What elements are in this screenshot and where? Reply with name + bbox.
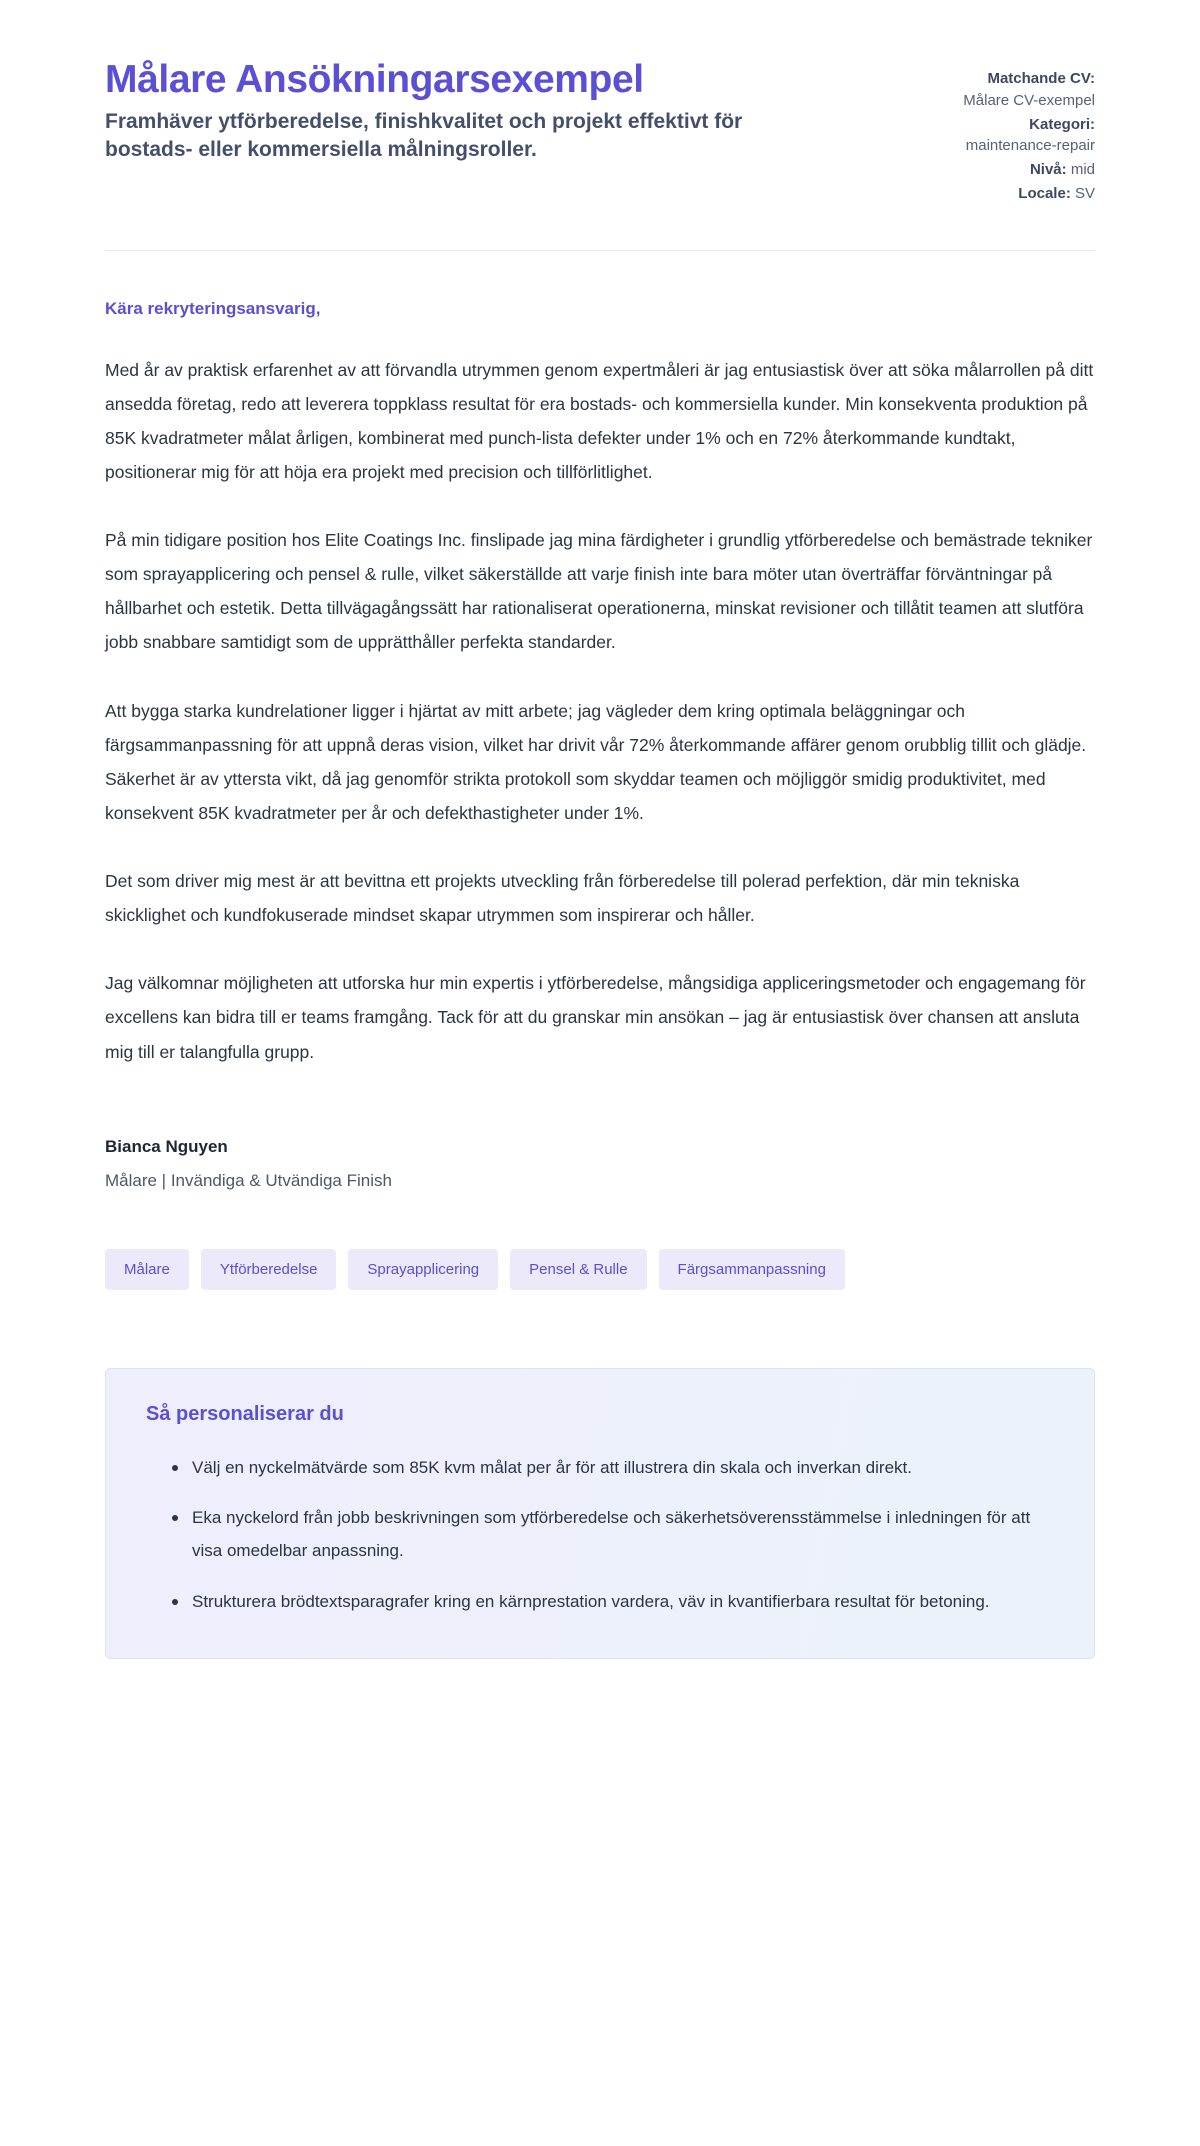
meta-level-value: mid: [1070, 161, 1095, 178]
letter-paragraph: Det som driver mig mest är att bevittna ett projekts utveckling från förberedelse till polerad perfektion, där min tekniska skicklighet och kundfokuserade mindset skapar utrymmen som inspirerar och håller.: [105, 871, 1020, 926]
letter-paragraph: Jag välkomnar möjligheten att utforska hur min expertis i ytförberedelse, mångsidiga appliceringsmetoder och engagemang för excellens kan bidra till er teams framgång. Tack för att du granskar min ansökan – jag är entusiastisk över chansen att ansluta mig till er talangfulla grupp.: [105, 973, 1086, 1062]
letter-paragraph: På min tidigare position hos Elite Coatings Inc. finslipade jag mina färdigheter i grundlig ytförberedelse och bemästrade tekniker som sprayapplicering och pensel & rulle, vilket säkerställde att varje finish inte bara möter utan överträffar förväntningar på hållbarhet och estetik. Detta tillvägagångssätt har rationaliserat operationerna, minskat revisioner och tillåtit teamen att slutföra jobb snabbare samtidigt som de upprätthåller perfekta standarder.: [105, 530, 1093, 653]
document-metadata: [895, 58, 1095, 207]
letter-paragraph: Med år av praktisk erfarenhet av att förvandla utrymmen genom expertmåleri är jag entusiastisk över att söka målarrollen på ditt ansedda företag, redo att leverera toppklass resultat för era bostads- och kommersiella kunder. Min konsekventa produktion på 85K kvadratmeter målat årligen, kombinerat med punch-lista defekter under 1% och en 72% återkommande kundtakt, positionerar mig för att höja era projekt med precision och tillförlitlighet.: [105, 359, 1094, 482]
tag-chip[interactable]: Målare: [105, 1249, 189, 1290]
tips-list: [146, 1452, 1054, 1619]
meta-locale-value: SV: [1074, 184, 1095, 202]
tag-chip[interactable]: Pensel & Rulle: [510, 1249, 646, 1290]
page-title: Målare Ansökningarsexempel: [105, 58, 644, 101]
tips-list-item: Strukturera brödtextsparagrafer kring en kärnprestation vardera, väv in kvantifierbara resultat för betoning.: [172, 1586, 1054, 1619]
tag-chip[interactable]: Sprayapplicering: [348, 1249, 498, 1290]
meta-level-label: Nivå:: [1029, 161, 1067, 178]
page-subtitle: Framhäver ytförberedelse, finishkvalitet och projekt effektivt för bostads- eller kommersiella målningsroller.: [105, 110, 743, 162]
cover-letter-body: [105, 251, 1095, 1069]
meta-matching-cv-value: Målare CV-exempel: [963, 91, 1095, 109]
tips-list-item: Välj en nyckelmätvärde som 85K kvm målat per år för att illustrera din skala och inverkan direkt.: [172, 1452, 1054, 1485]
letter-salutation: Kära rekryteringsansvarig,: [105, 298, 321, 318]
meta-locale-label: Locale:: [1018, 184, 1071, 202]
meta-locale: [895, 183, 1095, 205]
meta-matching-cv: [895, 68, 1095, 112]
signature-block: [105, 1103, 1095, 1191]
letter-paragraph: Att bygga starka kundrelationer ligger i hjärtat av mitt arbete; jag vägleder dem kring optimala beläggningar och färgsammanpassning för att uppnå deras vision, vilket har drivit vår 72% återkommande affärer genom orubblig tillit och glädje. Säkerhet är av yttersta vikt, då jag genomför strikta protokoll som skyddar teamen och möjliggör smidig produktivitet, med konsekvent 85K kvadratmeter per år och defekthastigheter under 1%.: [105, 700, 1087, 823]
header-title-block: [105, 58, 855, 164]
letter-paragraphs: [105, 353, 1095, 1069]
personalization-tips-box: [105, 1368, 1095, 1660]
tips-title: Så personaliserar du: [146, 1402, 344, 1425]
meta-category-value: maintenance-repair: [965, 137, 1095, 155]
tag-list: [105, 1191, 1095, 1290]
meta-category-label: Kategori:: [1029, 115, 1095, 133]
meta-category: [895, 114, 1095, 158]
meta-matching-cv-label: Matchande CV:: [987, 70, 1095, 87]
signature-name: Bianca Nguyen: [105, 1136, 228, 1156]
document-header: [105, 0, 1095, 207]
tag-chip[interactable]: Färgsammanpassning: [659, 1249, 845, 1290]
signature-role: Målare | Invändiga & Utvändiga Finish: [105, 1170, 392, 1190]
tag-chip[interactable]: Ytförberedelse: [201, 1249, 337, 1290]
meta-level: [895, 159, 1095, 181]
tips-list-item: Eka nyckelord från jobb beskrivningen som ytförberedelse och säkerhetsöverensstämmelse i inledningen för att visa omedelbar anpassning.: [172, 1502, 1054, 1567]
